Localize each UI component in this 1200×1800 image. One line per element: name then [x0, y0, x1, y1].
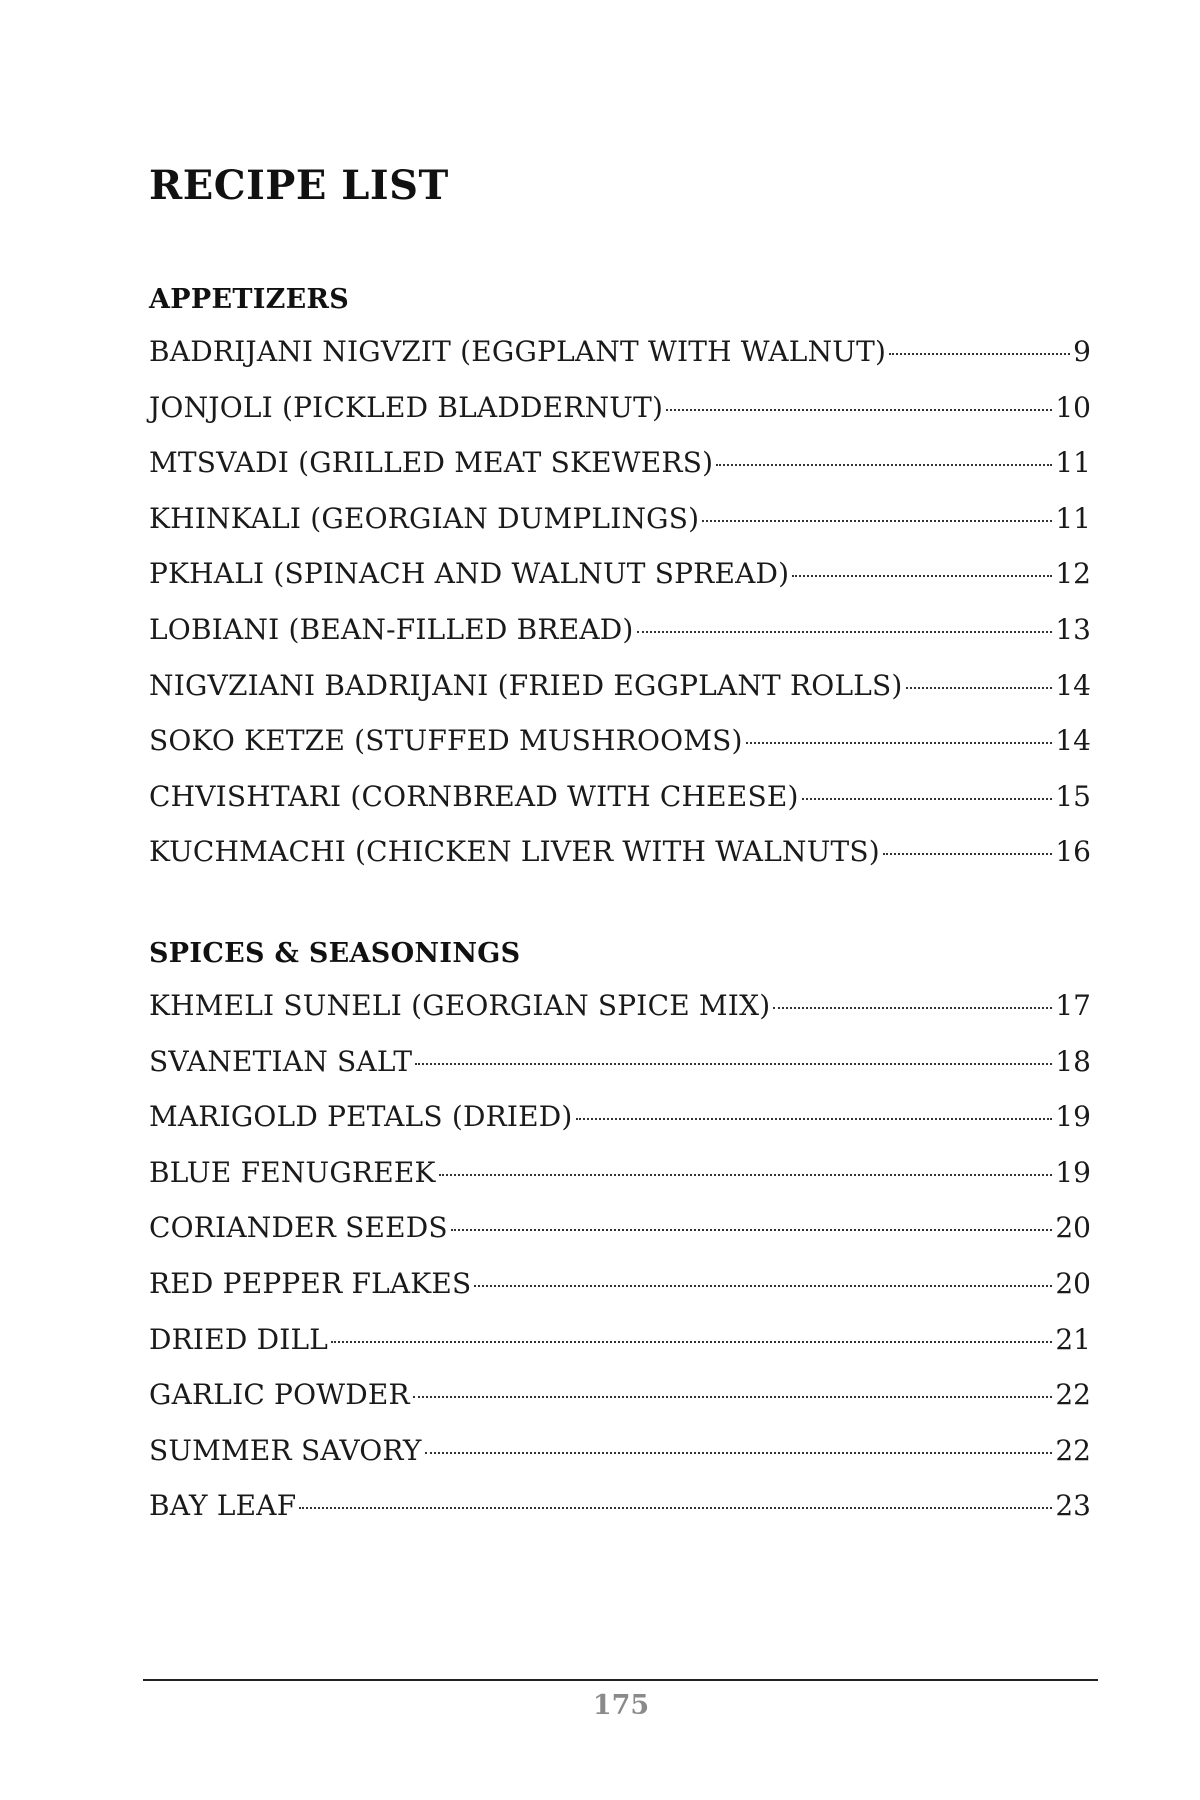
- toc-entry[interactable]: [149, 1423, 1091, 1479]
- toc-entry[interactable]: [149, 1034, 1091, 1090]
- section-heading: APPETIZERS: [149, 284, 350, 315]
- toc-entry[interactable]: [149, 1145, 1091, 1201]
- toc-entry[interactable]: [149, 824, 1091, 880]
- toc-entry-page: 11: [1055, 446, 1091, 480]
- page-title: RECIPE LIST: [149, 162, 449, 209]
- toc-entry-title: BLUE FENUGREEK: [149, 1155, 436, 1189]
- toc-entry-title: BADRIJANI NIGVZIT (EGGPLANT WITH WALNUT): [149, 335, 887, 368]
- page-number: 175: [592, 1690, 650, 1721]
- toc-entry-page: 23: [1055, 1489, 1091, 1523]
- toc-entry-page: 21: [1055, 1322, 1091, 1356]
- toc-entry[interactable]: [149, 1312, 1091, 1368]
- dot-leader: [666, 409, 1052, 411]
- toc-entry[interactable]: [149, 1478, 1091, 1534]
- toc-entry-title: CORIANDER SEEDS: [149, 1211, 448, 1245]
- dot-leader: [883, 853, 1052, 855]
- section-appetizers: [149, 276, 1091, 880]
- toc-entry-page: 13: [1055, 612, 1091, 646]
- toc-entry-page: 10: [1055, 390, 1091, 424]
- toc-entry-page: 15: [1055, 779, 1091, 813]
- dot-leader: [746, 742, 1053, 744]
- toc-entry-page: 14: [1055, 668, 1091, 702]
- dot-leader: [451, 1229, 1053, 1231]
- toc-entry[interactable]: [149, 435, 1091, 491]
- toc-entry-title: GARLIC POWDER: [149, 1378, 410, 1412]
- toc-entry-title: SVANETIAN SALT: [149, 1044, 413, 1078]
- toc-entry-page: 17: [1055, 989, 1091, 1022]
- dot-leader: [716, 464, 1052, 466]
- dot-leader: [425, 1452, 1053, 1454]
- toc-entry[interactable]: [149, 1367, 1091, 1423]
- toc-entry-page: 16: [1055, 835, 1091, 869]
- dot-leader: [299, 1507, 1052, 1509]
- toc-entry-title: SUMMER SAVORY: [149, 1433, 422, 1467]
- toc-entry-page: 11: [1055, 501, 1091, 535]
- dot-leader: [637, 631, 1053, 633]
- toc-entry-title: JONJOLI (PICKLED BLADDERNUT): [149, 390, 664, 424]
- dot-leader: [889, 353, 1070, 355]
- toc-entry-page: 9: [1073, 335, 1091, 368]
- section-spices-seasonings: [149, 930, 1091, 1534]
- footer-divider: [143, 1679, 1098, 1681]
- toc-entry[interactable]: [149, 978, 1091, 1034]
- toc-entry[interactable]: [149, 1089, 1091, 1145]
- dot-leader: [474, 1285, 1052, 1287]
- toc-entry-page: 19: [1055, 1155, 1091, 1189]
- dot-leader: [413, 1396, 1053, 1398]
- dot-leader: [906, 687, 1053, 689]
- toc-entry[interactable]: [149, 658, 1091, 714]
- dot-leader: [702, 520, 1052, 522]
- toc-entry-title: LOBIANI (BEAN-FILLED BREAD): [149, 612, 634, 646]
- toc-entry[interactable]: [149, 1256, 1091, 1312]
- toc-entry-page: 18: [1055, 1044, 1091, 1078]
- toc-entry[interactable]: [149, 602, 1091, 658]
- dot-leader: [331, 1341, 1052, 1343]
- toc-entry-title: KHMELI SUNELI (GEORGIAN SPICE MIX): [149, 989, 771, 1022]
- toc-entry[interactable]: [149, 769, 1091, 825]
- toc-entry-page: 20: [1055, 1211, 1091, 1245]
- toc-entry-title: CHVISHTARI (CORNBREAD WITH CHEESE): [149, 779, 799, 813]
- dot-leader: [439, 1174, 1053, 1176]
- toc-entry[interactable]: [149, 324, 1091, 380]
- toc-entry-page: 20: [1055, 1266, 1091, 1300]
- toc-entry-page: 22: [1055, 1433, 1091, 1467]
- toc-entry-title: PKHALI (SPINACH AND WALNUT SPREAD): [149, 557, 790, 591]
- toc-entry-page: 12: [1055, 557, 1091, 591]
- toc-entry-title: MARIGOLD PETALS (DRIED): [149, 1100, 573, 1134]
- toc-entry-title: NIGVZIANI BADRIJANI (FRIED EGGPLANT ROLLS): [149, 668, 903, 702]
- toc-entry-page: 22: [1055, 1378, 1091, 1412]
- toc-entry-title: DRIED DILL: [149, 1322, 329, 1356]
- dot-leader: [415, 1063, 1052, 1065]
- toc-entry-page: 19: [1055, 1100, 1091, 1134]
- toc-entry-page: 14: [1055, 724, 1091, 758]
- toc-entry[interactable]: [149, 546, 1091, 602]
- toc-entry-title: MTSVADI (GRILLED MEAT SKEWERS): [149, 446, 714, 480]
- dot-leader: [792, 575, 1052, 577]
- toc-entry-title: KUCHMACHI (CHICKEN LIVER WITH WALNUTS): [149, 835, 880, 869]
- toc-entry[interactable]: [149, 1200, 1091, 1256]
- toc-list-appetizers: [149, 324, 1091, 880]
- dot-leader: [576, 1118, 1053, 1120]
- toc-entry[interactable]: [149, 713, 1091, 769]
- section-heading: SPICES & SEASONINGS: [149, 938, 521, 969]
- dot-leader: [773, 1007, 1052, 1009]
- toc-entry-title: KHINKALI (GEORGIAN DUMPLINGS): [149, 501, 700, 535]
- toc-entry[interactable]: [149, 380, 1091, 436]
- toc-entry[interactable]: [149, 491, 1091, 547]
- toc-entry-title: BAY LEAF: [149, 1489, 297, 1523]
- toc-list-spices-seasonings: [149, 978, 1091, 1534]
- toc-entry-title: SOKO KETZE (STUFFED MUSHROOMS): [149, 724, 743, 758]
- dot-leader: [802, 798, 1053, 800]
- toc-entry-title: RED PEPPER FLAKES: [149, 1266, 472, 1300]
